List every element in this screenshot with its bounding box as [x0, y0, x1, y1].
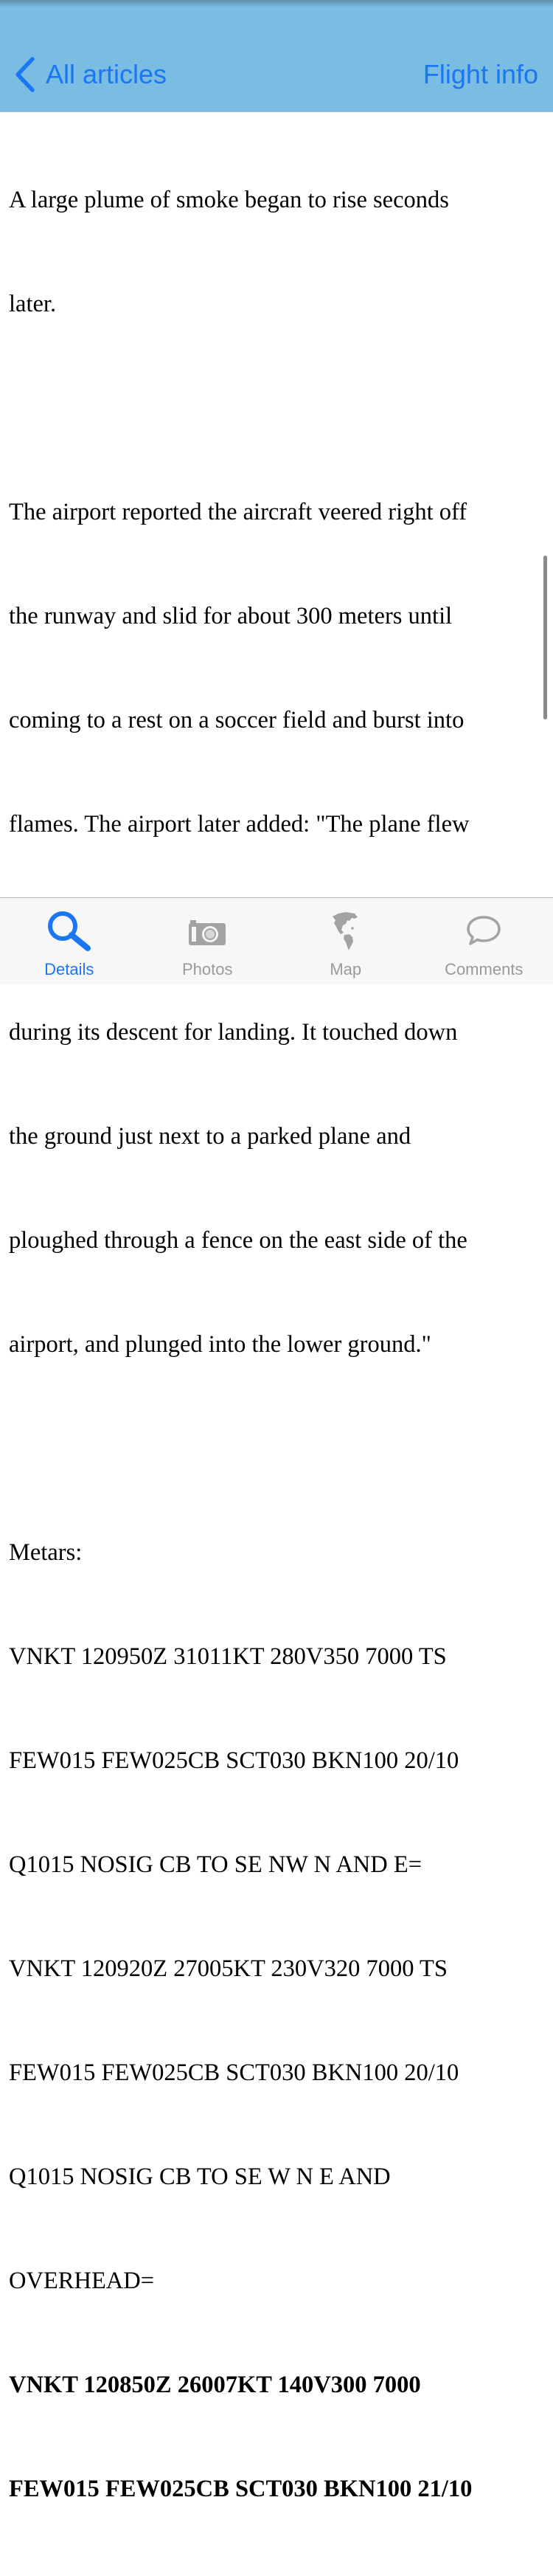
article-line: Metars:: [9, 1536, 544, 1570]
tab-label: Comments: [415, 960, 553, 979]
tab-details[interactable]: [0, 898, 139, 984]
article-line: A large plume of smoke began to rise seconds: [9, 183, 544, 218]
chevron-left-icon: [13, 56, 35, 93]
globe-icon: [320, 908, 372, 954]
flight-info-button[interactable]: Flight info: [423, 53, 538, 96]
article-line: airport, and plunged into the lower ground.": [9, 1327, 544, 1362]
article-line: [9, 1432, 544, 1466]
tab-bar: [0, 897, 553, 984]
article-line: The airport reported the aircraft veered right off: [9, 495, 544, 530]
metar-line-bold: VNKT 120850Z 26007KT 140V300 7000: [9, 2368, 544, 2403]
metar-line: Q1015 NOSIG CB TO SE W N E AND: [9, 2160, 544, 2195]
tab-map[interactable]: [276, 898, 415, 984]
scrollbar-thumb[interactable]: [543, 556, 547, 719]
metar-line: VNKT 120950Z 31011KT 280V350 7000 TS: [9, 1640, 544, 1674]
back-button[interactable]: [13, 53, 167, 96]
tab-photos[interactable]: [139, 898, 277, 984]
article-line: later.: [9, 287, 544, 322]
article-line: [9, 391, 544, 426]
tab-label: Details: [0, 960, 139, 979]
tab-label: Photos: [139, 960, 277, 979]
article-scroll-view[interactable]: [0, 112, 553, 897]
metar-line: OVERHEAD=: [9, 2264, 544, 2299]
article-line: coming to a rest on a soccer field and burst into: [9, 703, 544, 738]
metar-line-bold: FEW015 FEW025CB SCT030 BKN100 21/10: [9, 2472, 544, 2507]
camera-icon: [181, 908, 233, 954]
tab-label: Map: [276, 960, 415, 979]
status-bar: [0, 0, 553, 7]
metar-line: VNKT 120920Z 27005KT 230V320 7000 TS: [9, 1952, 544, 1986]
article-line: the ground just next to a parked plane and: [9, 1119, 544, 1154]
article-line: during its descent for landing. It touched down: [9, 1015, 544, 1050]
article-body: [9, 114, 544, 2576]
speech-bubble-icon: [458, 908, 509, 954]
back-button-label: All articles: [46, 59, 167, 90]
navigation-bar: [0, 0, 553, 112]
metar-line: FEW015 FEW025CB SCT030 BKN100 20/10: [9, 2056, 544, 2090]
metar-line: FEW015 FEW025CB SCT030 BKN100 20/10: [9, 1744, 544, 1778]
article-line: ploughed through a fence on the east side of the: [9, 1223, 544, 1258]
search-icon: [44, 908, 95, 954]
article-line: flames. The airport later added: "The plane flew: [9, 807, 544, 842]
tab-comments[interactable]: [415, 898, 553, 984]
metar-line: Q1015 NOSIG CB TO SE NW N AND E=: [9, 1848, 544, 1882]
article-line: the runway and slid for about 300 meters until: [9, 599, 544, 634]
